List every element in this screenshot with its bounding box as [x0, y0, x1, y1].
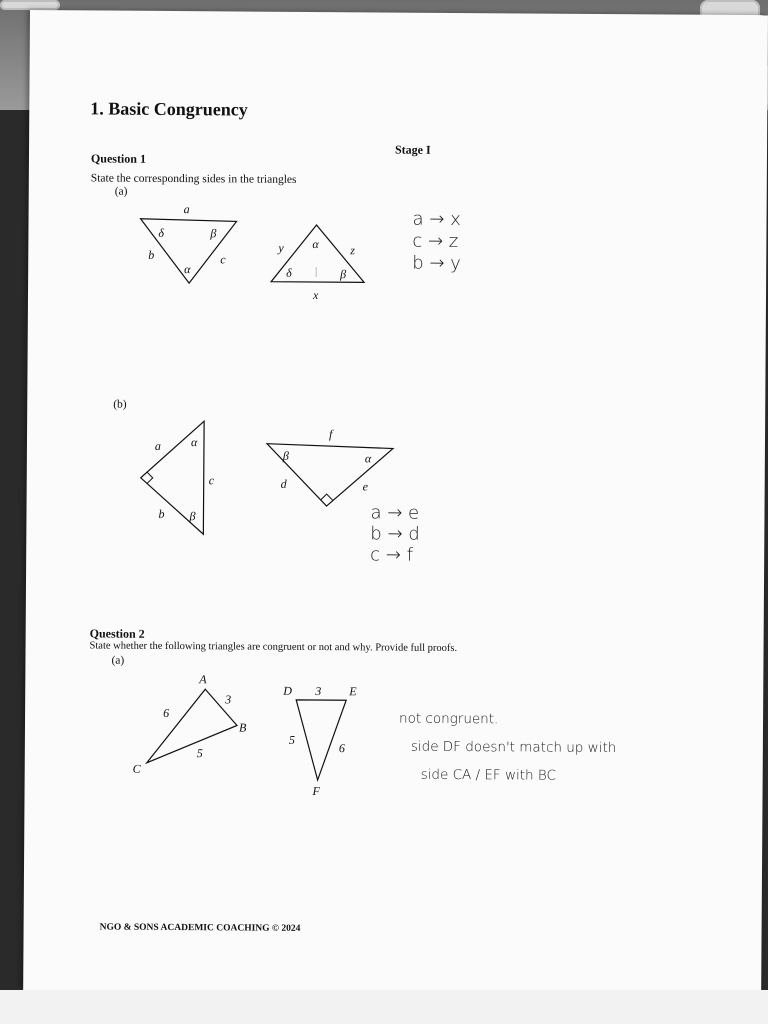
- angle-label: α: [312, 236, 319, 252]
- side-label: x: [312, 287, 319, 303]
- keyboard-key: [0, 0, 60, 10]
- angle-label: δ: [158, 225, 165, 240]
- side-label: d: [280, 476, 287, 491]
- part-a-label: (a): [114, 185, 128, 198]
- side-label: 6: [338, 741, 345, 756]
- angle-label: β: [340, 267, 347, 282]
- triangle-figure-1a-left: [128, 201, 249, 292]
- handwritten-answer-1b: [370, 502, 420, 565]
- worksheet-page: [23, 10, 768, 995]
- answer-line: a → x: [412, 208, 461, 231]
- vertex-label: E: [349, 684, 357, 699]
- vertex-label: D: [283, 683, 292, 698]
- angle-label: δ: [286, 265, 292, 280]
- vertex-label: A: [199, 672, 207, 687]
- handwritten-answer-2a: [399, 705, 617, 791]
- question-1-heading: Question 1: [90, 151, 147, 166]
- question-1-prompt: State the corresponding sides in the triangles: [90, 172, 297, 186]
- answer-line: c → z: [412, 230, 459, 252]
- angle-label: β: [189, 509, 196, 524]
- angle-label: β: [282, 448, 289, 463]
- answer-line: not congruent.: [399, 710, 499, 728]
- question-2-prompt: State whether the following triangles are congruent or not and why. Provide full proofs.: [89, 640, 458, 654]
- triangle-figure-2a-right: [279, 682, 370, 798]
- answer-line: c → f: [370, 544, 414, 566]
- part-b-label: (b): [113, 398, 127, 411]
- section-title: 1. Basic Congruency: [90, 98, 248, 120]
- triangle-figure-1b-left: [136, 416, 237, 542]
- answer-line: a → e: [370, 502, 420, 524]
- side-label: y: [278, 240, 284, 255]
- triangle-figure-1a-right: [266, 222, 377, 303]
- side-label: a: [183, 202, 190, 217]
- side-label: f: [328, 427, 333, 442]
- vertex-label: C: [132, 761, 141, 776]
- answer-line: side DF doesn't match up with: [410, 738, 617, 757]
- angle-label: α: [190, 435, 198, 450]
- handwritten-answer-1a: [412, 209, 461, 275]
- side-label: a: [154, 438, 162, 453]
- desk-surface: [0, 990, 768, 1024]
- side-label: z: [350, 243, 356, 258]
- side-label: 5: [288, 732, 295, 747]
- answer-line: b → d: [370, 523, 420, 545]
- side-label: c: [208, 473, 215, 488]
- side-label: b: [158, 506, 165, 521]
- part-a-label: (a): [111, 654, 125, 667]
- stage-label: Stage I: [394, 142, 431, 157]
- side-label: 5: [196, 746, 203, 761]
- side-label: b: [148, 247, 155, 262]
- angle-label: β: [210, 226, 217, 241]
- side-label: 3: [315, 684, 322, 699]
- answer-line: b → y: [412, 252, 461, 275]
- side-label: e: [362, 479, 369, 494]
- vertex-label: B: [238, 720, 247, 735]
- angle-label: α: [364, 451, 372, 466]
- question-2-heading: Question 2: [89, 626, 145, 641]
- side-label: c: [220, 252, 226, 267]
- footer-copyright: NGO & SONS ACADEMIC COACHING © 2024: [99, 922, 301, 934]
- triangle-figure-2a-left: [125, 671, 256, 777]
- vertex-label: F: [312, 783, 320, 799]
- side-label: 3: [225, 692, 232, 707]
- angle-label: α: [184, 262, 191, 277]
- side-label: 6: [163, 705, 170, 720]
- triangle-figure-1b-right: [263, 427, 399, 511]
- answer-line: side CA / EF with BC: [420, 766, 557, 784]
